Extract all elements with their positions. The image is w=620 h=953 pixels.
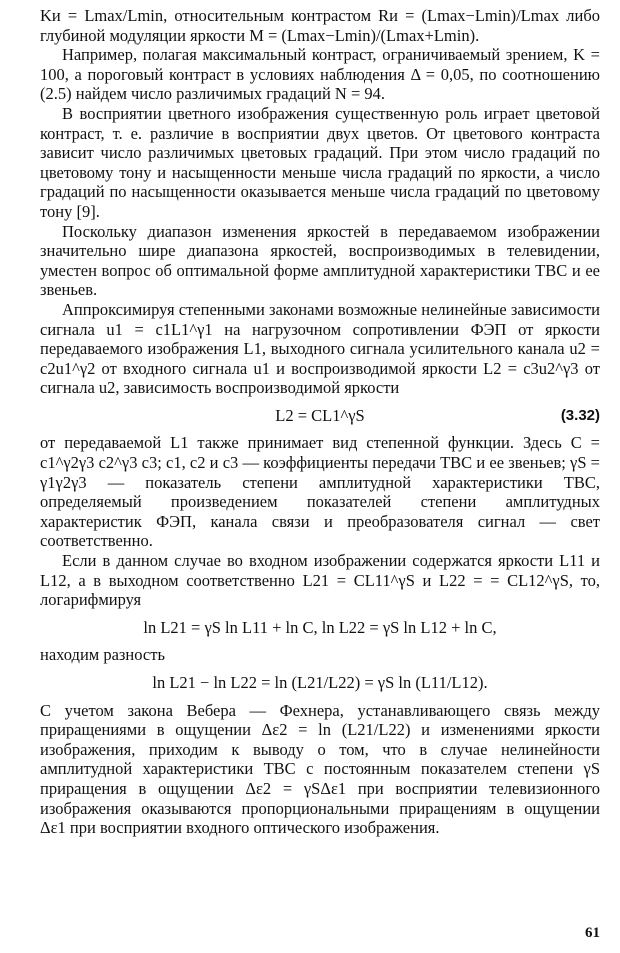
paragraph-range: Поскольку диапазон изменения яркостей в передаваемом изображении значительно шире диапазона яркостей, воспроизводимых в телевидении, уместен вопрос об оптимальной форме амплитудной характеристики ТВС и ее звеньев. bbox=[40, 221, 600, 300]
paragraph-power-function: от передаваемой L1 также принимает вид степенной функции. Здесь C = c1^γ2γ3 c2^γ3 c3; c1, c2 и c3 — коэффициенты передачи ТВС и ее звеньев; γS = γ1γ2γ3 — показатель степени амплитудной характеристики ТВС, определяемый произведением показателей степени амплитудных характеристик ФЭП, канала связи и преобразователя сигнал — свет соответственно. bbox=[40, 433, 600, 551]
paragraph-example: Например, полагая максимальный контраст, ограничиваемый зрением, K = 100, а пороговый контраст в условиях наблюдения Δ = 0,05, по соотношению (2.5) найдем число различимых градаций N = 94. bbox=[40, 45, 600, 104]
paragraph-weber-fechner: С учетом закона Вебера — Фехнера, устанавливающего связь между приращениями в ощущении Δε2 = ln (L21/L22) и изменениями яркости изображения, приходим к выводу о том, что в случае нелинейности амплитудной характеристики ТВС с постоянным показателем степени γS приращения в ощущении Δε2 = γSΔε1 при восприятии телевизионного изображения оказываются пропорциональными приращениям в ощущении Δε1 при восприятии входного оптического изображения. bbox=[40, 700, 600, 838]
equation-difference: ln L21 − ln L22 = ln (L21/L22) = γS ln (L11/L12). bbox=[152, 673, 488, 692]
equation-3-32 bbox=[40, 406, 600, 426]
page-content bbox=[40, 6, 600, 838]
equation-3-32-formula: L2 = CL1^γS bbox=[275, 405, 365, 425]
page-number: 61 bbox=[585, 925, 600, 941]
paragraph-approximation: Аппроксимируя степенными законами возможные нелинейные зависимости сигнала u1 = c1L1^γ1 на нагрузочном сопротивлении ФЭП от яркости передаваемого изображения L1, выходного сигнала усилительного канала u2 = c2u1^γ2 от входного сигнала u1 и воспроизводимой яркости L2 = c3u2^γ3 от сигнала u2, зависимость воспроизводимой яркости bbox=[40, 299, 600, 398]
paragraph-logarithm: Если в данном случае во входном изображении содержатся яркости L11 и L12, а в выходном соответственно L21 = CL11^γS и L22 = = CL12^γS, то, логарифмируя bbox=[40, 551, 600, 610]
equation-3-32-number: (3.32) bbox=[560, 406, 600, 424]
paragraph-contrast-definitions: Kи = Lmax/Lmin, относительным контрастом Rи = (Lmax−Lmin)/Lmax либо глубиной модуляции яркости M = (Lmax−Lmin)/(Lmax+Lmin). bbox=[40, 6, 600, 45]
equation-logarithms: ln L21 = γS ln L11 + ln C, ln L22 = γS ln L12 + ln C, bbox=[143, 617, 497, 637]
paragraph-color-contrast: В восприятии цветного изображения существенную роль играет цветовой контраст, т. е. различие в восприятии двух цветов. От цветового контраста зависит число различимых цветовых градаций. При этом число градаций по цветовому тону и насыщенности меньше числа градаций по яркости, а число градаций по насыщенности оказывается меньше числа градаций по цветовому тону [9]. bbox=[40, 103, 600, 221]
text-find-difference: находим разность bbox=[40, 645, 165, 665]
